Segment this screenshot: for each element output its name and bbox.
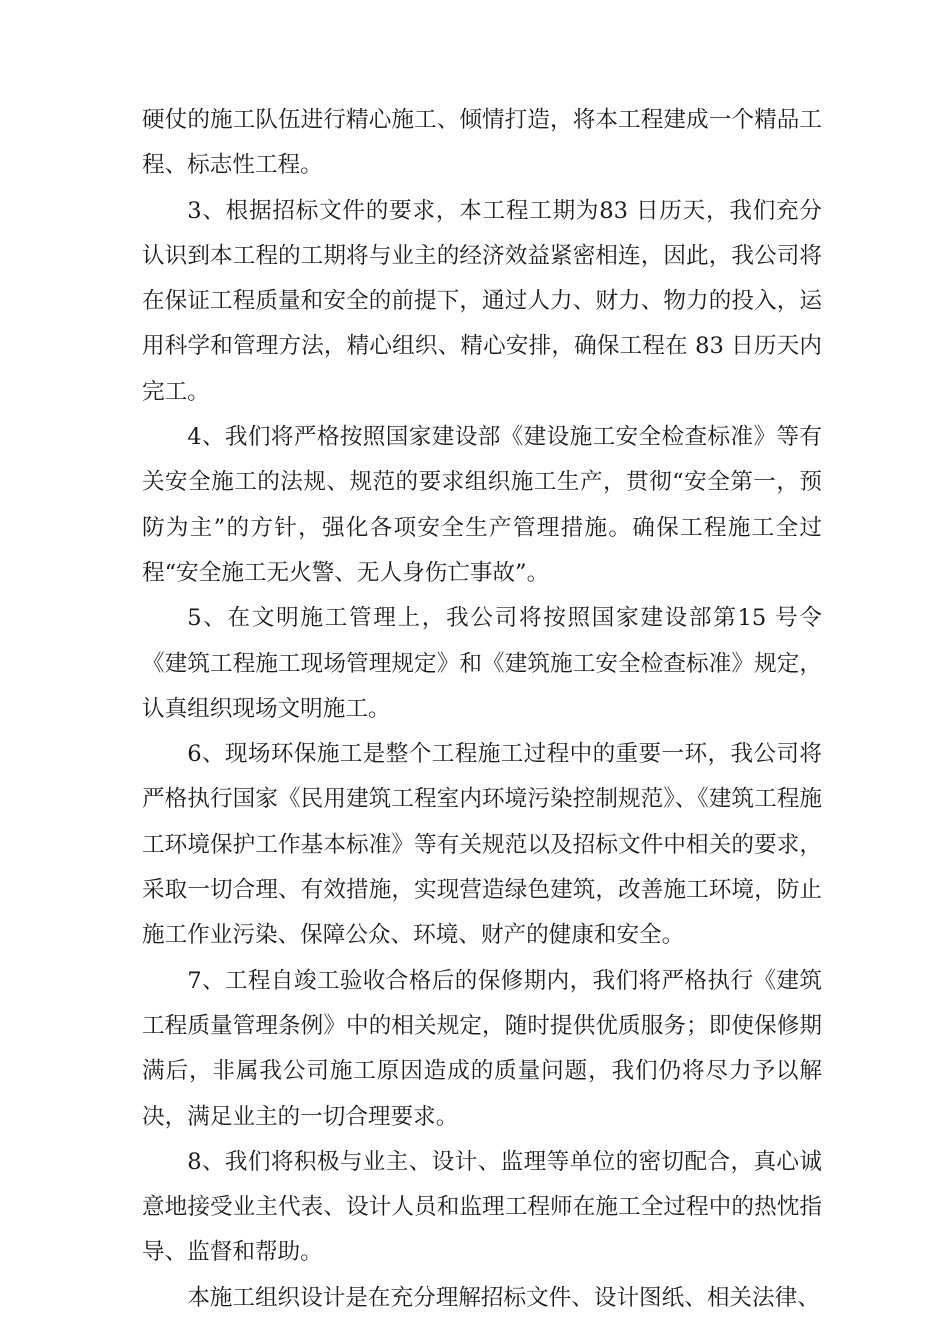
paragraph-item-6: 6、现场环保施工是整个工程施工过程中的重要一环，我公司将严格执行国家《民用建筑工程室内环境污染控制规范》、《建筑工程施工环境保护工作基本标准》等有关规范以及招标文件中相关的要求，采取一切合理、有效措施，实现营造绿色建筑，改善施工环境，防止施工作业污染、保障公众、环境、财产的健康和安全。 xyxy=(142,741,822,949)
paragraph-item-5: 5、在文明施工管理上，我公司将按照国家建设部第15 号令《建筑工程施工现场管理规定》和《建筑施工安全检查标准》规定，认真组织现场文明施工。 xyxy=(142,605,822,722)
paragraph-continuation: 硬仗的施工队伍进行精心施工、倾情打造，将本工程建成一个精品工程、标志性工程。 xyxy=(142,107,822,179)
paragraph-closing: 本施工组织设计是在充分理解招标文件、设计图纸、相关法律、 xyxy=(187,1284,820,1311)
paragraph-item-7: 7、工程自竣工验收合格后的保修期内，我们将严格执行《建筑工程质量管理条例》中的相关规定，随时提供优质服务；即使保修期满后，非属我公司施工原因造成的质量问题，我们仍将尽力予以解决，满足业主的一切合理要求。 xyxy=(142,967,822,1130)
paragraph-item-3: 3、根据招标文件的要求，本工程工期为83 日历天，我们充分认识到本工程的工期将与业主的经济效益紧密相连，因此，我公司将在保证工程质量和安全的前提下，通过人力、财力、物力的投入，运用科学和管理方法，精心组织、精心安排，确保工程在 83 日历天内完工。 xyxy=(142,197,822,405)
paragraph-item-4: 4、我们将严格按照国家建设部《建设施工安全检查标准》等有关安全施工的法规、规范的要求组织施工生产，贯彻“安全第一，预防为主”的方针，强化各项安全生产管理措施。确保工程施工全过程“安全施工无火警、无人身伤亡事故”。 xyxy=(142,424,822,586)
paragraph-item-8: 8、我们将积极与业主、设计、监理等单位的密切配合，真心诚意地接受业主代表、设计人员和监理工程师在施工全过程中的热忱指导、监督和帮助。 xyxy=(142,1148,822,1266)
document-body xyxy=(142,98,822,1321)
